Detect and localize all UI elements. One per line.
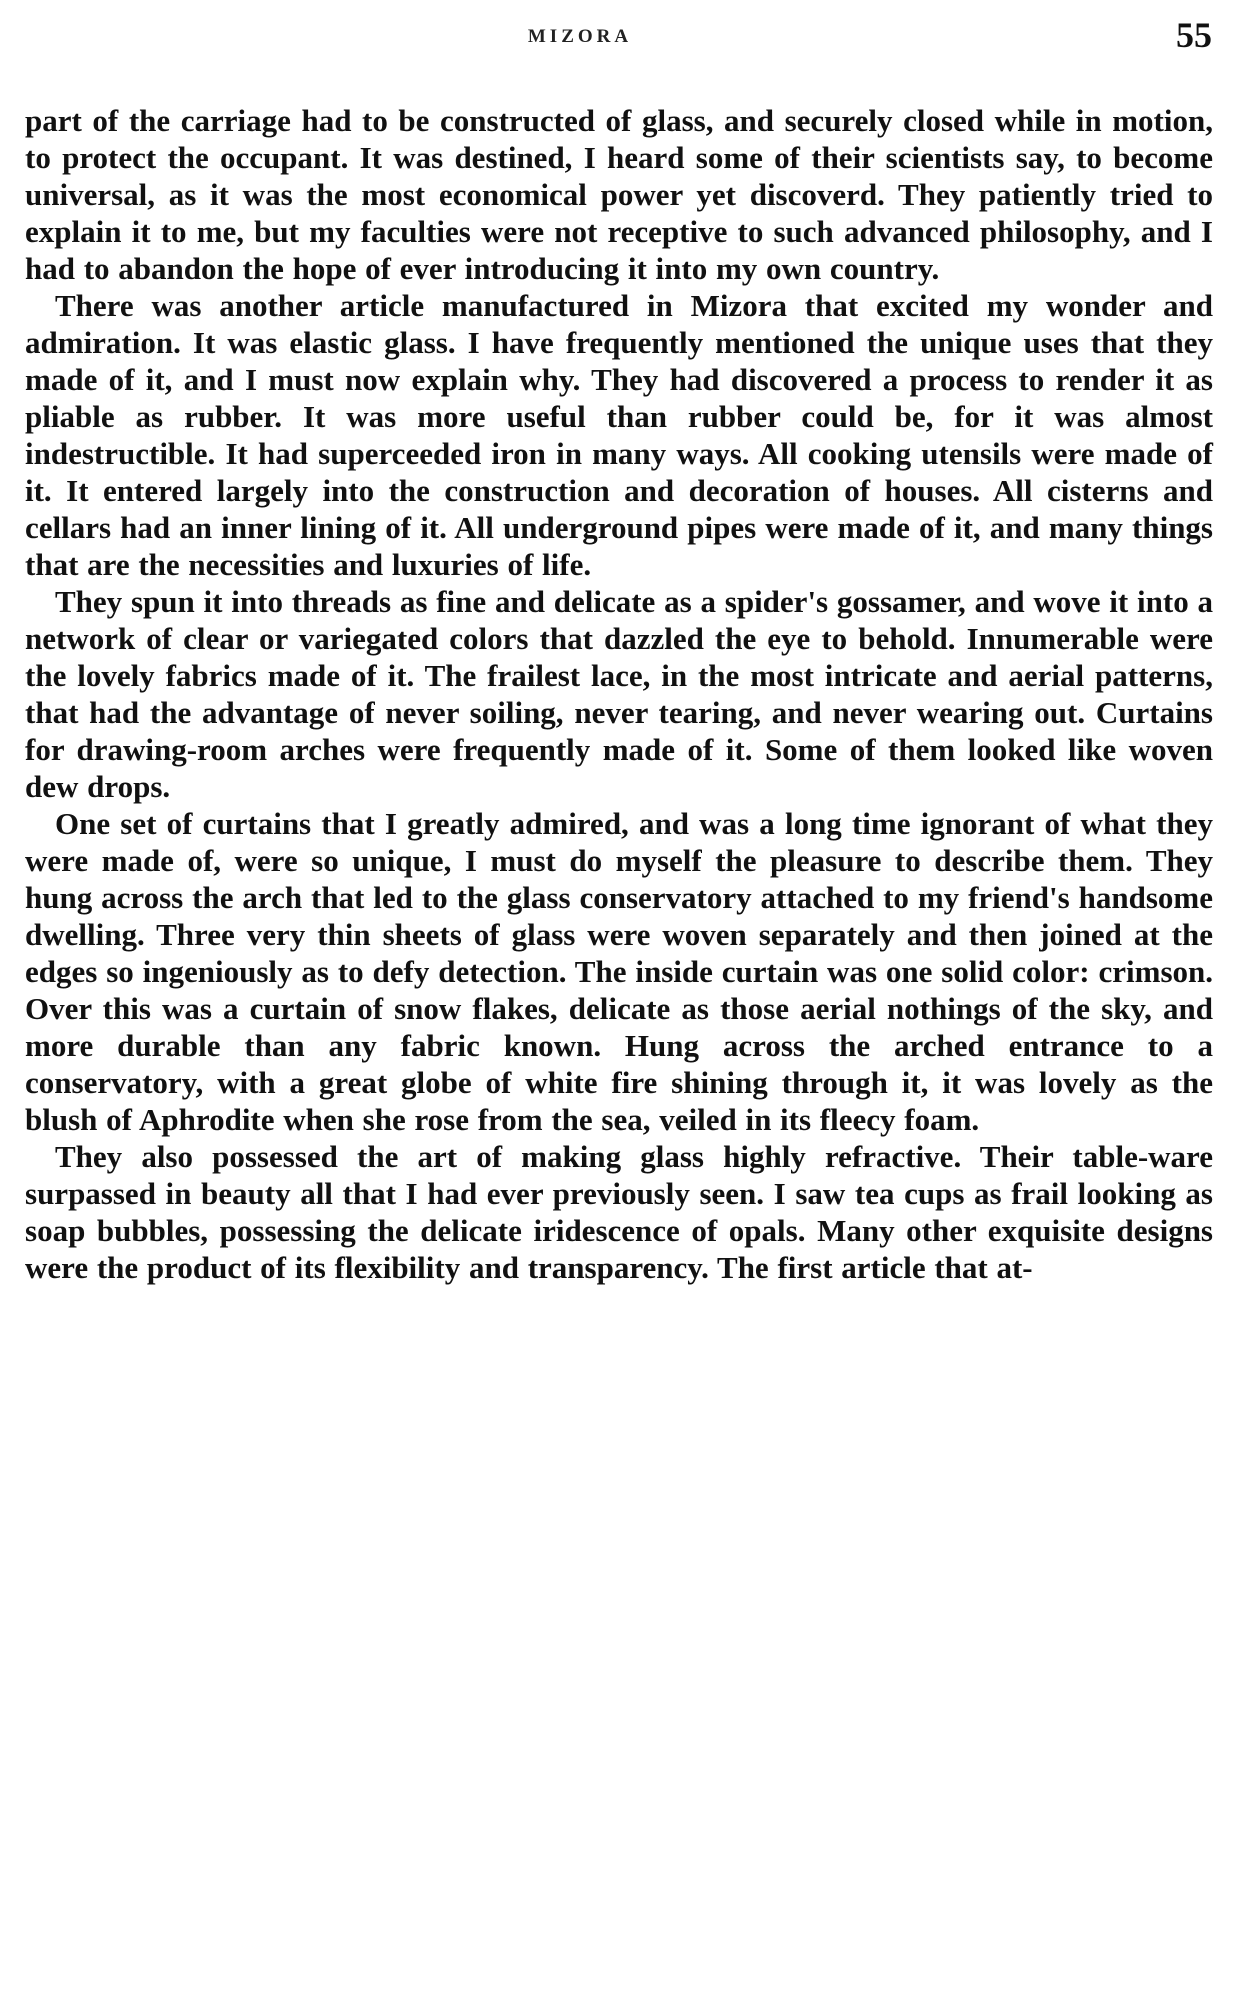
paragraph: part of the carriage had to be constructed of glass, and securely closed while in motion, to protect the occupant. It was destined, I heard some of their scientists say, to become universal, as it was the most economical power yet discoverd. They patiently tried to explain it to me, but my faculties were not receptive to such advanced philosophy, and I had to abandon the hope of ever introducing it into my own country. — [25, 103, 1213, 286]
paragraph: They also possessed the art of making glass highly refractive. Their table-ware surpassed in beauty all that I had ever previously seen. I saw tea cups as frail looking as soap bubbles, possessing the delicate iridescence of opals. Many other exquisite designs were the product of its flexibility and transparency. The first article that at- — [25, 1139, 1213, 1285]
paragraph: One set of curtains that I greatly admired, and was a long time ignorant of what they were made of, were so unique, I must do myself the pleasure to describe them. They hung across the arch that led to the glass conservatory attached to my friend's handsome dwelling. Three very thin sheets of glass were woven separately and then joined at the edges so ingeniously as to defy detection. The inside curtain was one solid color: crimson. Over this was a curtain of snow flakes, delicate as those aerial nothings of the sky, and more durable than any fabric known. Hung across the arched entrance to a conservatory, with a great globe of white fire shining through it, it was lovely as the blush of Aphrodite when she rose from the sea, veiled in its fleecy foam. — [25, 806, 1213, 1137]
paragraph: There was another article manufactured in Mizora that excited my wonder and admiration. It was elastic glass. I have frequently mentioned the unique uses that they made of it, and I must now explain why. They had discovered a process to render it as pliable as rubber. It was more useful than rubber could be, for it was almost indestructible. It had superceeded iron in many ways. All cooking utensils were made of it. It entered largely into the construction and decoration of houses. All cisterns and cellars had an inner lining of it. All underground pipes were made of it, and many things that are the necessities and luxuries of life. — [25, 288, 1213, 582]
paragraph: They spun it into threads as fine and delicate as a spider's gossamer, and wove it into a network of clear or variegated colors that dazzled the eye to behold. Innumerable were the lovely fabrics made of it. The frailest lace, in the most intricate and aerial patterns, that had the advantage of never soiling, never tearing, and never wearing out. Curtains for drawing-room arches were frequently made of it. Some of them looked like woven dew drops. — [25, 584, 1213, 804]
running-head — [0, 14, 1250, 64]
page-number: 55 — [1176, 15, 1212, 55]
body-text — [25, 102, 1213, 1286]
running-title: MIZORA — [527, 26, 633, 47]
